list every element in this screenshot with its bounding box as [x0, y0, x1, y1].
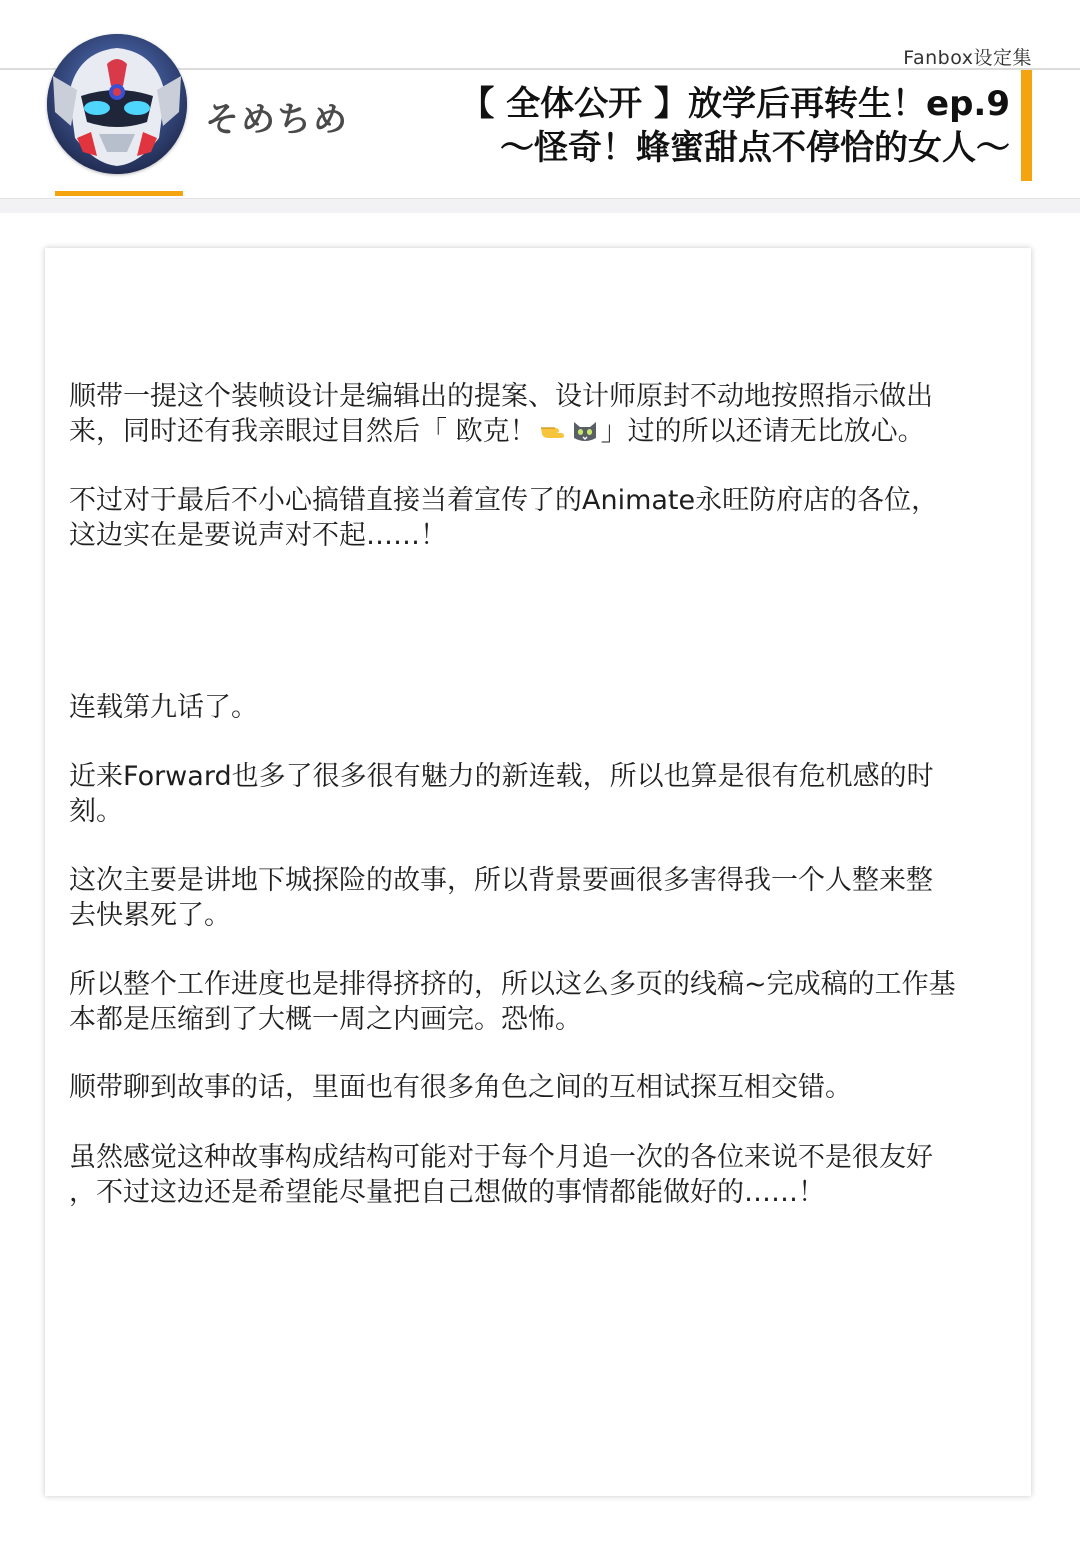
paragraph-6-line-1: 所以整个工作进度也是排得挤挤的，所以这么多页的线稿~完成稿的工作基: [69, 969, 956, 1000]
paragraph-1-line-1: 顺带一提这个装帧设计是编辑出的提案、设计师原封不动地按照指示做出: [69, 381, 933, 412]
paragraph-4: [69, 759, 1014, 829]
paragraph-4-line-2: 刻。: [69, 796, 123, 827]
paragraph-8-line-1: 虽然感觉这种故事构成结构可能对于每个月追一次的各位来说不是很友好: [69, 1142, 933, 1173]
paragraph-8: [69, 1140, 1014, 1210]
paragraph-1-line-2-end: 」过的所以还请无比放心。: [600, 416, 925, 447]
header-bottom-divider: [0, 198, 1080, 213]
paragraph-3: [69, 690, 1014, 725]
paragraph-7: [69, 1070, 1014, 1105]
paragraph-2: [69, 483, 1014, 553]
paragraph-5-line-1: 这次主要是讲地下城探险的故事，所以背景要画很多害得我一个人整来整: [69, 865, 933, 896]
post-title: [460, 82, 1010, 170]
paragraph-6: [69, 967, 1014, 1037]
section-label[interactable]: Fanbox设定集: [903, 47, 1032, 69]
author-name[interactable]: そめちめ: [205, 100, 349, 140]
author-active-underline: [55, 191, 183, 196]
title-accent-bar: [1021, 70, 1032, 181]
paragraph-2-line-2: 这边实在是要说声对不起……！: [69, 520, 447, 551]
pointing-hand-icon: [539, 418, 567, 453]
paragraph-8-line-2: ，不过这边还是希望能尽量把自己想做的事情都能做好的……！: [69, 1177, 825, 1208]
cat-face-icon: [571, 418, 599, 453]
paragraph-1-line-2-text: 来，同时还有我亲眼过目然后「 欧克！: [69, 416, 537, 447]
paragraph-1-line-2: [69, 414, 1014, 453]
post-title-line-1: 【 全体公开 】放学后再转生！ep.9: [460, 84, 1010, 124]
paragraph-1: [69, 379, 1014, 453]
paragraph-3-line-1: 连载第九话了。: [69, 692, 258, 723]
paragraph-6-line-2: 本都是压缩到了大概一周之内画完。恐怖。: [69, 1004, 582, 1035]
robot-avatar-icon: [47, 34, 187, 174]
paragraph-5: [69, 863, 1014, 933]
post-title-line-2: ～怪奇！蜂蜜甜点不停恰的女人～: [500, 128, 1010, 168]
paragraph-2-line-1: 不过对于最后不小心搞错直接当着宣传了的Animate永旺防府店的各位，: [69, 485, 939, 516]
paragraph-5-line-2: 去快累死了。: [69, 900, 231, 931]
paragraph-7-line-1: 顺带聊到故事的话，里面也有很多角色之间的互相试探互相交错。: [69, 1072, 852, 1103]
paragraph-4-line-1: 近来Forward也多了很多很有魅力的新连载，所以也算是很有危机感的时: [69, 761, 934, 792]
author-avatar[interactable]: [47, 34, 187, 174]
